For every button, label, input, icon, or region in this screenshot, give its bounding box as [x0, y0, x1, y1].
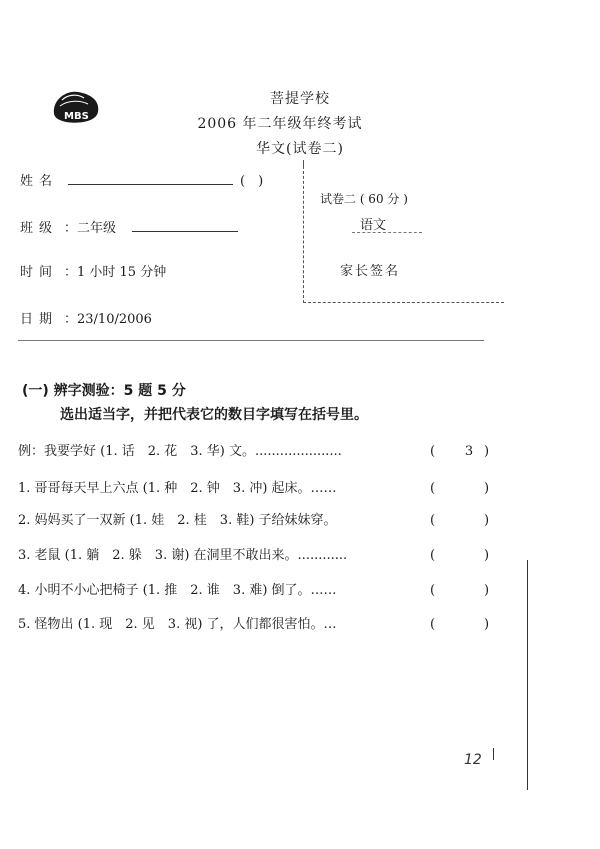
- divider: [18, 340, 484, 341]
- language-score-blank[interactable]: [352, 232, 422, 233]
- answer-bracket-close: ): [484, 513, 490, 528]
- page-number: 12: [464, 752, 482, 768]
- class-label: 班级: [20, 221, 59, 236]
- question-text: 例：我要学好 (1. 话 2. 花 3. 华) 文。.....................: [18, 444, 342, 459]
- date-value: ：23/10/2006: [64, 312, 152, 327]
- class-value: ：二年级: [64, 221, 117, 236]
- answer-bracket-close: ): [484, 548, 490, 563]
- question-text: 2. 妈妈买了一双新 (1. 娃 2. 桂 3. 鞋) 子给妹妹穿。: [18, 513, 337, 528]
- answer-bracket-open: (: [430, 548, 436, 563]
- date-label: 日期: [20, 312, 59, 327]
- margin-line: [527, 560, 528, 790]
- margin-tick: [493, 748, 494, 760]
- question-text: 5. 怪物出 (1. 现 2. 见 3. 视) 了，人们都很害怕。…: [18, 617, 337, 632]
- question-5: [18, 614, 498, 636]
- section-instruction: 选出适当字，并把代表它的数目字填写在括号里。: [60, 407, 368, 423]
- answer-bracket-open: (: [430, 481, 436, 496]
- score-box: [303, 166, 504, 303]
- class-blank[interactable]: [132, 231, 238, 232]
- question-3: [18, 545, 498, 567]
- svg-text:MBS: MBS: [64, 111, 89, 122]
- question-1: [18, 478, 498, 500]
- answer-bracket-open: (: [430, 583, 436, 598]
- language-label: 语文: [360, 218, 387, 233]
- question-4: [18, 580, 498, 602]
- question-text: 1. 哥哥每天早上六点 (1. 种 2. 钟 3. 冲) 起床。……: [18, 481, 337, 496]
- exam-title: 2006 年二年级年终考试: [197, 116, 363, 132]
- answer-bracket-open: (: [430, 444, 436, 459]
- question-text: 4. 小明不小心把椅子 (1. 推 2. 谁 3. 难) 倒了。……: [18, 583, 337, 598]
- answer-bracket-open: (: [430, 513, 436, 528]
- time-value: ：1 小时 15 分钟: [64, 265, 167, 280]
- answer-bracket-close: ): [484, 583, 490, 598]
- box-tick: [303, 160, 304, 168]
- question-text: 3. 老鼠 (1. 躺 2. 躲 3. 谢) 在洞里不敢出来。............: [18, 548, 348, 563]
- name-blank[interactable]: [68, 184, 233, 185]
- answer-bracket-close: ): [484, 481, 490, 496]
- name-paren: ( ): [240, 174, 264, 189]
- parent-signature-label: 家长签名: [340, 264, 401, 279]
- answer-bracket-close: ): [484, 444, 490, 459]
- name-label: 姓名: [20, 174, 59, 189]
- school-name: 菩提学校: [270, 91, 330, 107]
- section-title: (一) 辨字测验：5 题 5 分: [22, 383, 186, 399]
- answer-bracket-close: ): [484, 617, 490, 632]
- answer-bracket-open: (: [430, 617, 436, 632]
- time-label: 时间: [20, 265, 59, 280]
- question-example: [18, 441, 498, 463]
- answer-slot: 3: [464, 444, 474, 459]
- question-2: [18, 510, 498, 532]
- subject-title: 华文(试卷二): [256, 141, 344, 157]
- paper-score: 试卷二 ( 60 分 ): [320, 192, 408, 206]
